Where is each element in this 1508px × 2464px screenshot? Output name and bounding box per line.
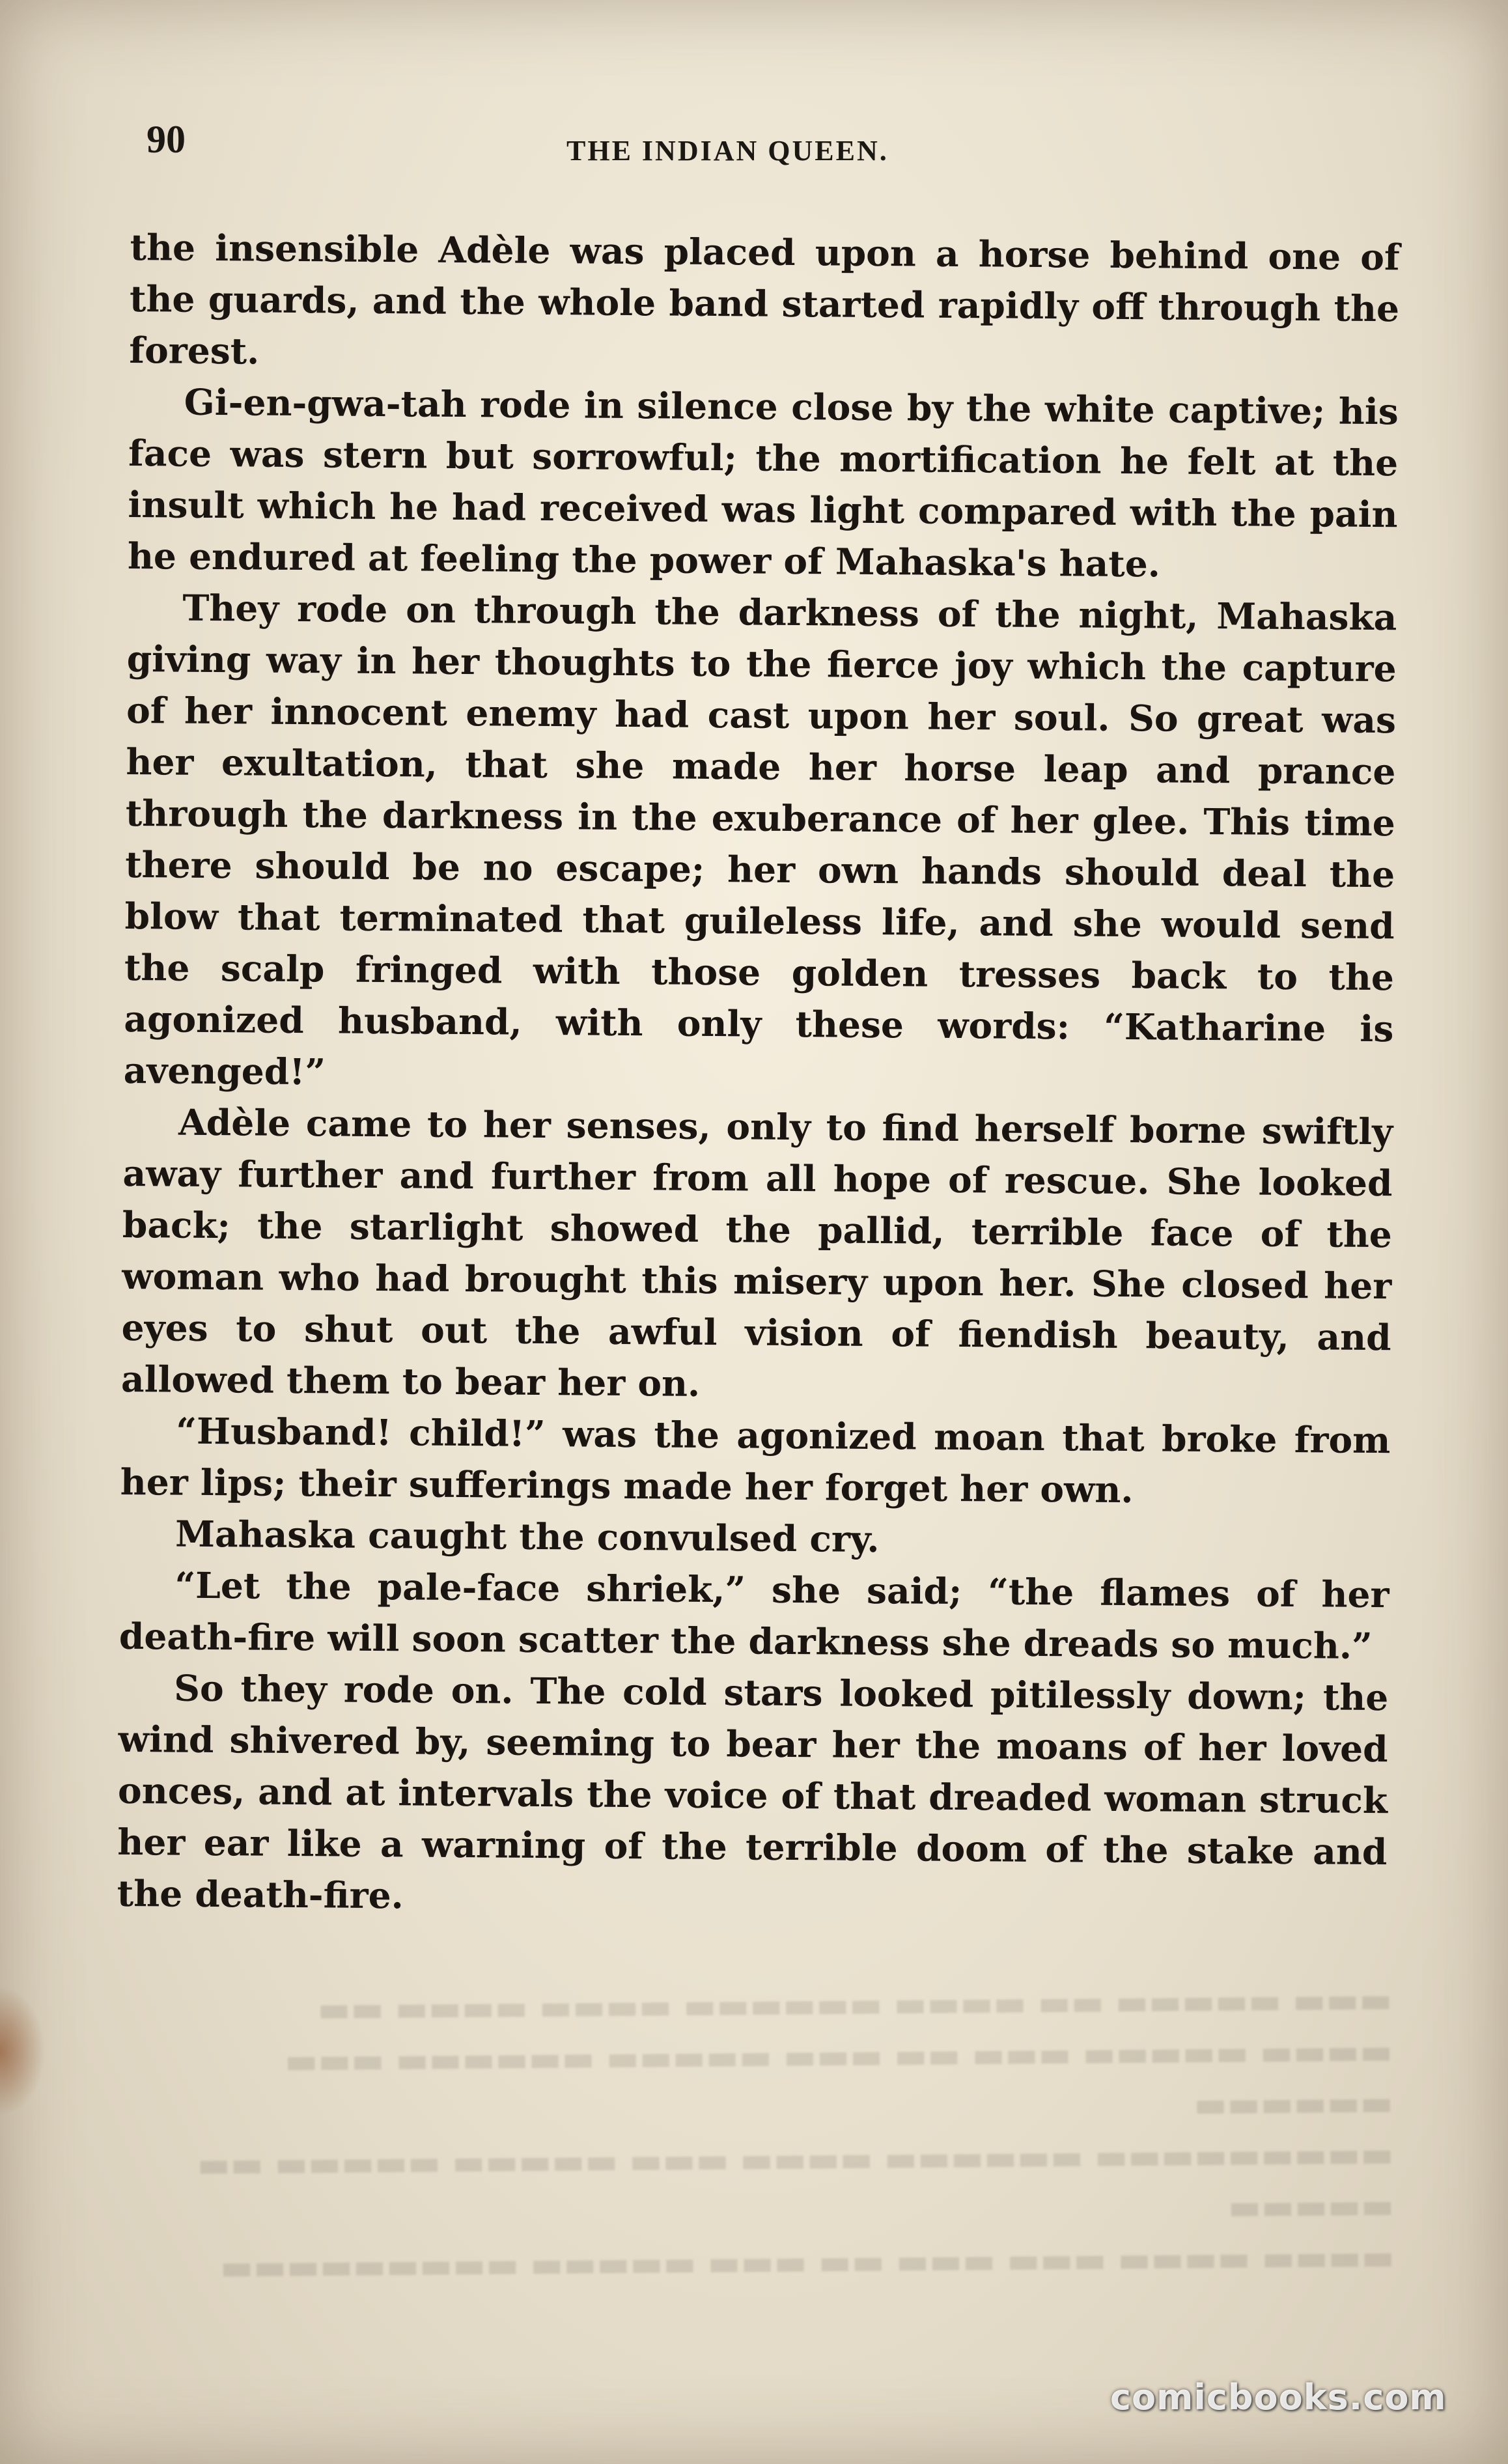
paragraph: Gi-en-gwa-tah rode in silence close by the white captive; his face was stern but sorrowful; the mortification he felt at the insult which he had received was light compared with the pain he endured at feeling the power of Mahaska's hate. bbox=[127, 380, 1399, 585]
body-text bbox=[117, 221, 1400, 1929]
watermark: comicbooks.com bbox=[1110, 2377, 1447, 2418]
paragraph: the insensible Adèle was placed upon a horse behind one of the guards, and the whole band started rapidly off through the forest. bbox=[129, 225, 1400, 372]
paragraph: They rode on through the darkness of the night, Mahaska giving way in her thoughts to the fierce joy which the capture of her innocent enemy had cast upon her soul. So great was her exultation, that she made her horse leap and prance through the darkness in the exuberance of her glee. This time there should be no escape; her own hands should deal the blow that terminated that guileless life, and she would send the scalp fringed with those golden tresses back to the agonized husband, with only these words: “Katharine is avenged!” bbox=[123, 586, 1397, 1093]
paragraph: So they rode on. The cold stars looked pitilessly down; the wind shivered by, seeming to bear her the moans of her loved onces, and at intervals the voice of that dreaded woman struck her ear like a warning of the terrible doom of the stake and the death-fire. bbox=[117, 1666, 1389, 1917]
page-number: 90 bbox=[147, 118, 186, 161]
paragraph: Adèle came to her senses, only to find herself borne swiftly away further and further from all hope of rescue. She looked back; the starlight showed the pallid, terrible face of the woman who had brought this misery upon her. She closed her eyes to shut out the awful vision of fiendish beauty, and allowed them to bear her on. bbox=[120, 1100, 1393, 1405]
paragraph: Mahaska caught the convulsed cry. bbox=[175, 1512, 880, 1561]
paragraph: “Husband! child!” was the agonized moan that broke from her lips; their sufferings made her forget her own. bbox=[120, 1409, 1391, 1511]
running-head bbox=[0, 117, 1508, 176]
bleed-through-texture: ▬▬▬ ▬▬▬▬▬ ▬▬ ▬▬▬▬ ▬▬▬▬▬▬ ▬▬▬▬ ▬▬▬▬ ▬▬ ▬▬▬▬ ▬▬▬▬▬ ▬▬▬ ▬▬ ▬▬▬ ▬▬▬▬▬ ▬▬▬▬▬▬ ▬▬▬ ▬▬▬▬▬▬ ▬▬▬▬▬▬▬▬▬ ▬▬▬▬▬▬ ▬▬▬▬ ▬▬▬ ▬▬▬▬▬ ▬▬▬▬▬ ▬▬ ▬▬▬▬▬ ▬▬▬▬ ▬▬▬▬ ▬▬▬ ▬▬▬ ▬▬ ▬▬▬ ▬▬▬▬▬ ▬▬▬▬▬▬▬▬▬ bbox=[197, 1979, 1395, 2288]
paragraph: “Let the pale-face shriek,” she said; “the flames of her death-fire will soon scatter the darkness she dreads so much.” bbox=[119, 1563, 1389, 1668]
page-stain bbox=[0, 1986, 46, 2116]
running-title: THE INDIAN QUEEN. bbox=[566, 135, 889, 167]
